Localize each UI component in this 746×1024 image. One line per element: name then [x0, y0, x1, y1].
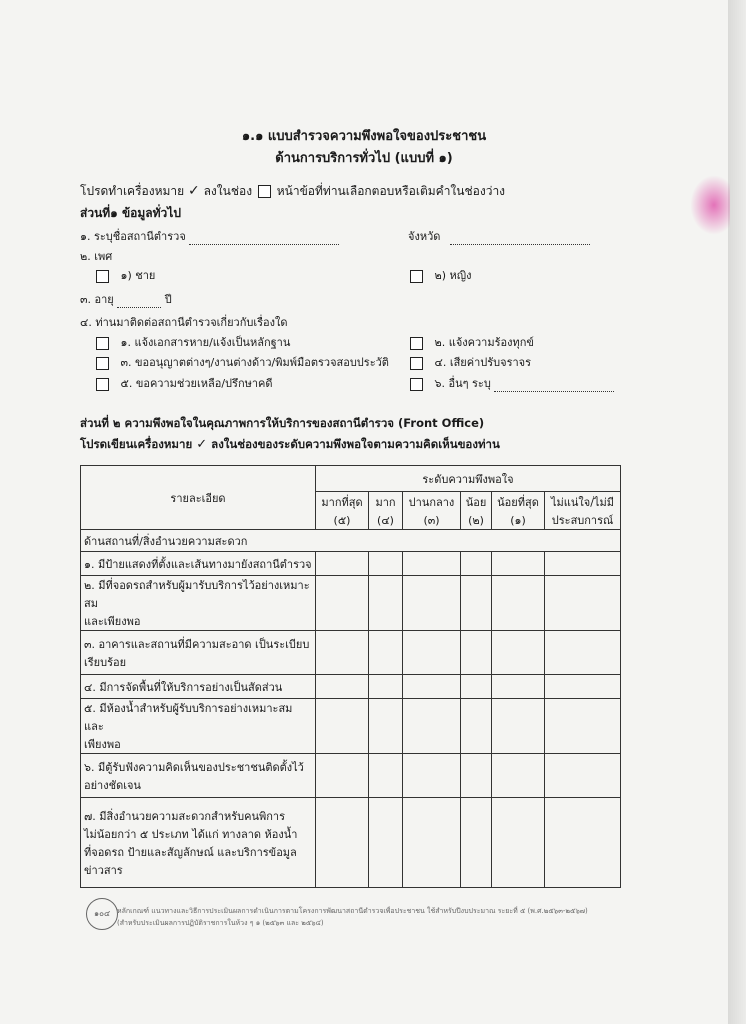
q4-checkbox-3[interactable] [96, 357, 109, 370]
sample-checkbox [258, 185, 271, 198]
age-unit: ปี [164, 293, 172, 306]
q4-option-3-label: ๓. ขออนุญาตต่างๆ/งานต่างด้าว/พิมพ์มือตรวจสอบประวัติ [120, 356, 389, 369]
rating-cell[interactable] [492, 552, 545, 576]
category-row: ด้านสถานที่/สิ่งอำนวยความสะดวก [81, 530, 621, 552]
section1-heading: ส่วนที่๑ ข้อมูลทั่วไป [80, 206, 181, 220]
q4-option-6 [410, 374, 614, 392]
rating-cell[interactable] [492, 675, 545, 699]
rating-cell[interactable] [545, 798, 621, 888]
instruction-text-b: ลงในช่อง [203, 184, 253, 198]
q2-label: ๒. เพศ [80, 250, 113, 263]
q4-checkbox-5[interactable] [96, 378, 109, 391]
satisfaction-table [80, 465, 621, 888]
rating-cell[interactable] [369, 754, 403, 798]
check-mark-icon: ✓ [188, 183, 200, 199]
section2-heading: ส่วนที่ ๒ ความพึงพอใจในคุณภาพการให้บริการของสถานีตำรวจ (Front Office) [80, 416, 485, 430]
q4-option-2 [410, 333, 534, 351]
table-row [81, 699, 621, 754]
rating-cell[interactable] [461, 798, 492, 888]
table-row [81, 631, 621, 675]
col-header-1: น้อยที่สุด (๑) [492, 492, 545, 530]
detail-header: รายละเอียด [81, 466, 316, 530]
q4-option-3 [96, 353, 389, 371]
rating-cell[interactable] [461, 675, 492, 699]
q4-option-4-label: ๔. เสียค่าปรับจราจร [434, 356, 532, 369]
rating-cell[interactable] [545, 576, 621, 631]
footer-logo: ๑๐๔ [86, 898, 118, 930]
row-label-5: ๕. มีห้องน้ำสำหรับผู้รับบริการอย่างเหมาะสมและ เพียงพอ [81, 699, 316, 754]
col-header-2: น้อย (๒) [461, 492, 492, 530]
rating-cell[interactable] [403, 552, 461, 576]
rating-cell[interactable] [403, 631, 461, 675]
level-header: ระดับความพึงพอใจ [316, 466, 621, 492]
rating-cell[interactable] [316, 631, 369, 675]
rating-cell[interactable] [545, 699, 621, 754]
rating-cell[interactable] [461, 576, 492, 631]
row-label-4: ๔. มีการจัดพื้นที่ให้บริการอย่างเป็นสัดส่วน [81, 675, 316, 699]
male-checkbox[interactable] [96, 270, 109, 283]
col-header-3: ปานกลาง (๓) [403, 492, 461, 530]
rating-cell[interactable] [316, 699, 369, 754]
rating-cell[interactable] [492, 798, 545, 888]
col-header-unsure: ไม่แน่ใจ/ไม่มี ประสบการณ์ [545, 492, 621, 530]
rating-cell[interactable] [461, 754, 492, 798]
footer-line-1: หลักเกณฑ์ แนวทางและวิธีการประเมินผลการดำเนินการตามโครงการพัฒนาสถานีตำรวจเพื่อประชาชน ใช้สำหรับปีงบประมาณ ระยะที่ ๕ (พ.ศ.๒๕๖๓-๒๕๖๗) [117, 907, 588, 915]
q4-option-1-label: ๑. แจ้งเอกสารหาย/แจ้งเป็นหลักฐาน [120, 336, 291, 349]
female-checkbox[interactable] [410, 270, 423, 283]
rating-cell[interactable] [492, 576, 545, 631]
rating-cell[interactable] [545, 631, 621, 675]
table-row [81, 754, 621, 798]
q1-label: ๑. ระบุชื่อสถานีตำรวจ [80, 230, 186, 243]
q1-province-row [408, 227, 590, 245]
rating-cell[interactable] [403, 798, 461, 888]
q4-option-4 [410, 353, 531, 371]
age-label: ๓. อายุ [80, 293, 114, 306]
q4-checkbox-4[interactable] [410, 357, 423, 370]
rating-cell[interactable] [369, 631, 403, 675]
row-label-1: ๑. มีป้ายแสดงที่ตั้งและเส้นทางมายังสถานีตำรวจ [81, 552, 316, 576]
q4-option-5-label: ๕. ขอความช่วยเหลือ/ปรึกษาคดี [120, 377, 273, 390]
rating-cell[interactable] [492, 631, 545, 675]
province-field[interactable] [450, 234, 590, 245]
rating-cell[interactable] [369, 798, 403, 888]
form-subtitle: ด้านการบริการทั่วไป (แบบที่ ๑) [275, 151, 453, 166]
rating-cell[interactable] [316, 754, 369, 798]
rating-cell[interactable] [316, 675, 369, 699]
q4-checkbox-6[interactable] [410, 378, 423, 391]
col-header-4: มาก (๔) [369, 492, 403, 530]
q4-option-1 [96, 333, 290, 351]
row-label-3: ๓. อาคารและสถานที่มีความสะอาด เป็นระเบียบ เรียบร้อย [81, 631, 316, 675]
rating-cell[interactable] [492, 754, 545, 798]
q3-row [80, 290, 172, 308]
section2-instruction-b: ลงในช่องของระดับความพึงพอใจตามความคิดเห็นของท่าน [211, 437, 500, 451]
q2-male-row [96, 266, 155, 284]
rating-cell[interactable] [461, 699, 492, 754]
rating-cell[interactable] [545, 552, 621, 576]
female-label: ๒) หญิง [434, 269, 472, 282]
section2-instruction [80, 436, 500, 454]
rating-cell[interactable] [403, 675, 461, 699]
rating-cell[interactable] [316, 798, 369, 888]
rating-cell[interactable] [461, 552, 492, 576]
station-name-field[interactable] [189, 234, 339, 245]
col-header-5: มากที่สุด (๕) [316, 492, 369, 530]
q1-row [80, 227, 339, 245]
rating-cell[interactable] [403, 576, 461, 631]
instruction-text-c: หน้าข้อที่ท่านเลือกตอบหรือเติมคำในช่องว่าง [276, 184, 506, 198]
rating-cell[interactable] [316, 552, 369, 576]
table-row [81, 675, 621, 699]
rating-cell[interactable] [369, 675, 403, 699]
table-row [81, 552, 621, 576]
check-mark-icon: ✓ [196, 437, 208, 452]
rating-cell[interactable] [369, 576, 403, 631]
male-label: ๑) ชาย [120, 269, 156, 282]
province-label: จังหวัด [408, 230, 441, 243]
table-row [81, 798, 621, 888]
rating-cell[interactable] [492, 699, 545, 754]
q4-option-2-label: ๒. แจ้งความร้องทุกข์ [434, 336, 534, 349]
rating-cell[interactable] [369, 699, 403, 754]
q2-female-row [410, 266, 472, 284]
instruction-line [80, 182, 505, 201]
rating-cell[interactable] [403, 699, 461, 754]
instruction-text-a: โปรดทำเครื่องหมาย [80, 184, 185, 198]
page-edge [728, 0, 746, 1024]
section2-instruction-a: โปรดเขียนเครื่องหมาย [80, 437, 193, 451]
rating-cell[interactable] [461, 631, 492, 675]
table-row [81, 576, 621, 631]
age-field[interactable] [117, 297, 161, 308]
rating-cell[interactable] [316, 576, 369, 631]
form-title: ๑.๑ แบบสำรวจความพึงพอใจของประชาชน [241, 129, 487, 144]
rating-cell[interactable] [545, 675, 621, 699]
row-label-7: ๗. มีสิ่งอำนวยความสะดวกสำหรับคนพิการ ไม่น้อยกว่า ๕ ประเภท ได้แก่ ทางลาด ห้องน้ำ ที่จอดรถ ป้ายและสัญลักษณ์ และบริการข้อมูล ข่าวสาร [81, 798, 316, 888]
q4-label: ๔. ท่านมาติดต่อสถานีตำรวจเกี่ยวกับเรื่องใด [80, 316, 288, 329]
rating-cell[interactable] [369, 552, 403, 576]
row-label-2: ๒. มีที่จอดรถสำหรับผู้มารับบริการไว้อย่างเหมาะสม และเพียงพอ [81, 576, 316, 631]
row-label-6: ๖. มีตู้รับฟังความคิดเห็นของประชาชนติดตั้งไว้ อย่างชัดเจน [81, 754, 316, 798]
footer-line-2: (สำหรับประเมินผลการปฏิบัติราชการในห้วง ๆ ๑ (๒๕๖๓ และ ๒๕๖๔) [117, 919, 324, 927]
other-specify-field[interactable] [494, 381, 614, 392]
rating-cell[interactable] [545, 754, 621, 798]
rating-cell[interactable] [403, 754, 461, 798]
ink-stain [690, 175, 730, 235]
q4-option-5 [96, 374, 273, 392]
q4-checkbox-2[interactable] [410, 337, 423, 350]
q4-option-6-label: ๖. อื่นๆ ระบุ [434, 377, 491, 390]
q4-checkbox-1[interactable] [96, 337, 109, 350]
